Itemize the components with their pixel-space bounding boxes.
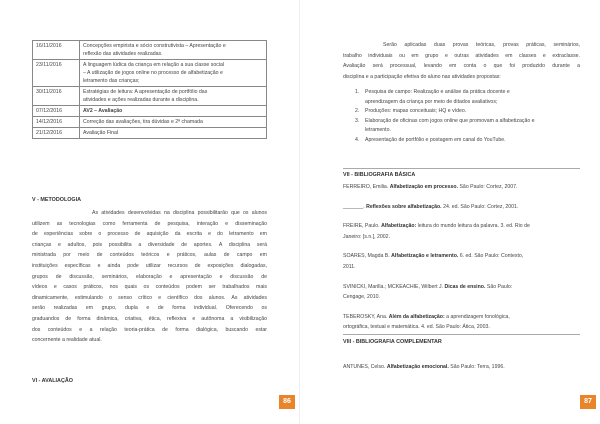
schedule-table [32,40,267,139]
table-row [33,117,267,128]
table-row [33,128,267,139]
divider-complementar [343,334,580,335]
ref-publisher: São Paulo: Terra, 1996. [448,364,505,370]
metodologia-line: dos conteúdos e a relação teoria-prática de forma dialógica, buscando estar [32,326,267,333]
ref-publisher: leitura do mundo leitura da palavra. 3. ed. Rio de [416,223,530,230]
avaliacao-heading: VI - AVALIAÇÃO [32,378,73,384]
schedule-date: 14/12/2016 [33,117,80,128]
ref-continuation: Janeiro: [s.n.], 2002. [343,233,391,240]
ref-continuation: ortográfica, textual e matemática. 4. ed. São Paulo: Ática, 2003. [343,324,490,331]
metodologia-line: serão realizadas em grupo, dupla e de forma individual. Oferecendo os [32,305,267,312]
item-number: 1. [355,89,360,95]
metodologia-line: utilizem as tecnologias como ferramenta de pesquisa, interação e disseminação [32,220,267,227]
intro-line: Serão aplicadas duas provas teóricas, provas práticas, seminários, [383,42,580,48]
schedule-content [80,60,267,87]
schedule-date: 23/11/2016 [33,60,80,87]
schedule-line: atividades e ações realizadas durante a disciplina. [83,97,199,103]
reference [343,182,580,193]
schedule-content [80,87,267,106]
intro-line: trabalho individuais ou em grupo e outras atividades em classes e extraclasse. [343,52,580,59]
ref-author: ANTUNES, Celso. [343,364,387,370]
ref-publisher: a aprendizagem fonológica, [444,313,510,320]
table-row [33,41,267,60]
ref-publisher: São Paulo: [485,283,513,290]
item-number: 4. [355,136,360,143]
table-row [33,60,267,87]
metodologia-line: instituições específicas e ainda pode utilizar recursos de exposições dialogadas, [32,262,267,269]
metodologia-heading: V - METODOLOGIA [32,197,82,203]
table-row [33,87,267,106]
ref-author: SVINICKI, Marilla.; MCKEACHIE, Wilbert J. [343,283,445,290]
schedule-date: 07/12/2016 [33,106,80,117]
item-line: Pesquisa de campo: Realização e análise da prática docente e [365,89,510,95]
schedule-line: Avaliação Final [83,130,119,136]
schedule-date: 30/11/2016 [33,87,80,106]
list-item [355,88,580,107]
schedule-line: – A utilização de jogos online no processo de alfabetização e [83,70,223,76]
list-item [355,136,580,146]
ref-title: Reflexões sobre alfabetização. [366,203,442,210]
bib-complementar-heading: VIII - BIBLIOGRAFIA COMPLEMENTAR [343,339,442,345]
ref-author: FERREIRO, Emilia. [343,184,390,190]
metodologia-line: de experiências sobre o processo de aquisição da escrita e do letramento em [32,231,267,238]
metodologia-line: graduandos de forma dinâmica, criativa, ética, reflexiva e autônoma a visibilização [32,315,267,322]
reference [343,282,580,303]
bib-basica-heading: VII - BIBLIOGRAFIA BÁSICA [343,172,416,178]
metodologia-line: vídeos e casos práticos, nos quais os conteúdos podem ser trabalhados mais [32,284,267,291]
bib-complementar-ref [343,362,580,373]
schedule-line: AV2 – Avaliação [83,108,123,114]
list-item [355,107,580,117]
schedule-line: A linguagem lúdica da criança em relação a sua classe social [83,62,225,68]
ref-publisher: São Paulo: Cortez, 2007. [458,184,518,190]
reference [343,251,580,272]
metodologia-line: dinamicamente, estimulando o senso crítico e científico dos alunos. As atividades [32,294,267,301]
page-number-right: 87 [580,395,596,409]
metodologia-line: As atividades desenvolvidas na disciplina possibilitarão que os alunos [92,210,267,216]
avaliacao-intro [343,40,580,82]
activity-list [355,88,580,146]
bib-basica-list [343,182,580,342]
item-line: Apresentação de portfólio e postagem em canal do YouTube. [365,136,506,143]
item-line: Elaboração de oficinas com jogos online que promovam a alfabetização e [365,117,535,124]
ref-title: Alfabetização: [381,223,417,230]
ref-continuation: Cengage, 2010. [343,294,380,301]
schedule-content [80,106,267,117]
item-line: Produções: mapas conceituais; HQ e vídeo. [365,108,467,115]
ref-publisher: 6. ed. São Paulo: Contexto, [458,253,524,260]
schedule-content [80,117,267,128]
intro-line: Avaliação será processual, levando em conta o que foi produzido durante a [343,63,580,70]
ref-author: SOARES, Magda B. [343,253,392,260]
reference [343,312,580,333]
schedule-line: Concepções empirista e sócio construtivista – Apresentação e [83,43,226,49]
table-row [33,106,267,117]
ref-author: _______. [343,203,367,210]
ref-author: FREIRE, Paulo. [343,223,382,230]
schedule-content [80,128,267,139]
schedule-line: Correção das avaliações, tira dúvidas e 2ª chamada [83,119,203,125]
ref-title: Alfabetização emocional. [386,364,449,370]
schedule-content [80,41,267,60]
page-number-left: 86 [279,395,295,409]
metodologia-line: ministrada por meio de conteúdos teóricos e práticos, aulas de campo em [32,252,267,259]
ref-title: Além da alfabetização: [388,313,445,320]
intro-line: disciplina e a participação efetiva do aluno nas atividades propostas: [343,73,501,80]
divider-basica [343,168,580,169]
ref-author: TEBEROSKY, Ana. [343,313,389,320]
item-number: 3. [355,117,360,124]
ref-publisher: 24. ed. São Paulo: Cortez, 2001. [441,203,519,210]
schedule-line: Estratégias de leitura: A apresentação de portfólio das [83,89,208,95]
ref-continuation: 2011. [343,263,356,270]
item-number: 2. [355,108,360,115]
metodologia-line: grupos de discussão, seminários, elaboração e apresentação e discussão de [32,273,267,280]
metodologia-line: crianças e adultos, pois possibilita a diversidade de aportes. A disciplina será [32,241,267,248]
ref-title: Alfabetização em processo. [389,184,459,190]
metodologia-paragraph [32,208,267,346]
schedule-date: 21/12/2016 [33,128,80,139]
item-line: letramento. [365,127,391,134]
item-line: aprendizagem da criança por meio de ditados avaliativos; [365,98,498,105]
ref-title: Alfabetização e letramento. [391,253,459,260]
schedule-date: 16/11/2016 [33,41,80,60]
ref-title: Dicas de ensino. [444,283,486,290]
schedule-line: letramento das crianças; [83,78,140,84]
schedule-line: reflexão das atividades realizadas. [83,51,163,57]
metodologia-line: concernente a realidade atual. [32,337,102,344]
list-item [355,117,580,136]
reference [343,202,580,213]
reference [343,221,580,242]
